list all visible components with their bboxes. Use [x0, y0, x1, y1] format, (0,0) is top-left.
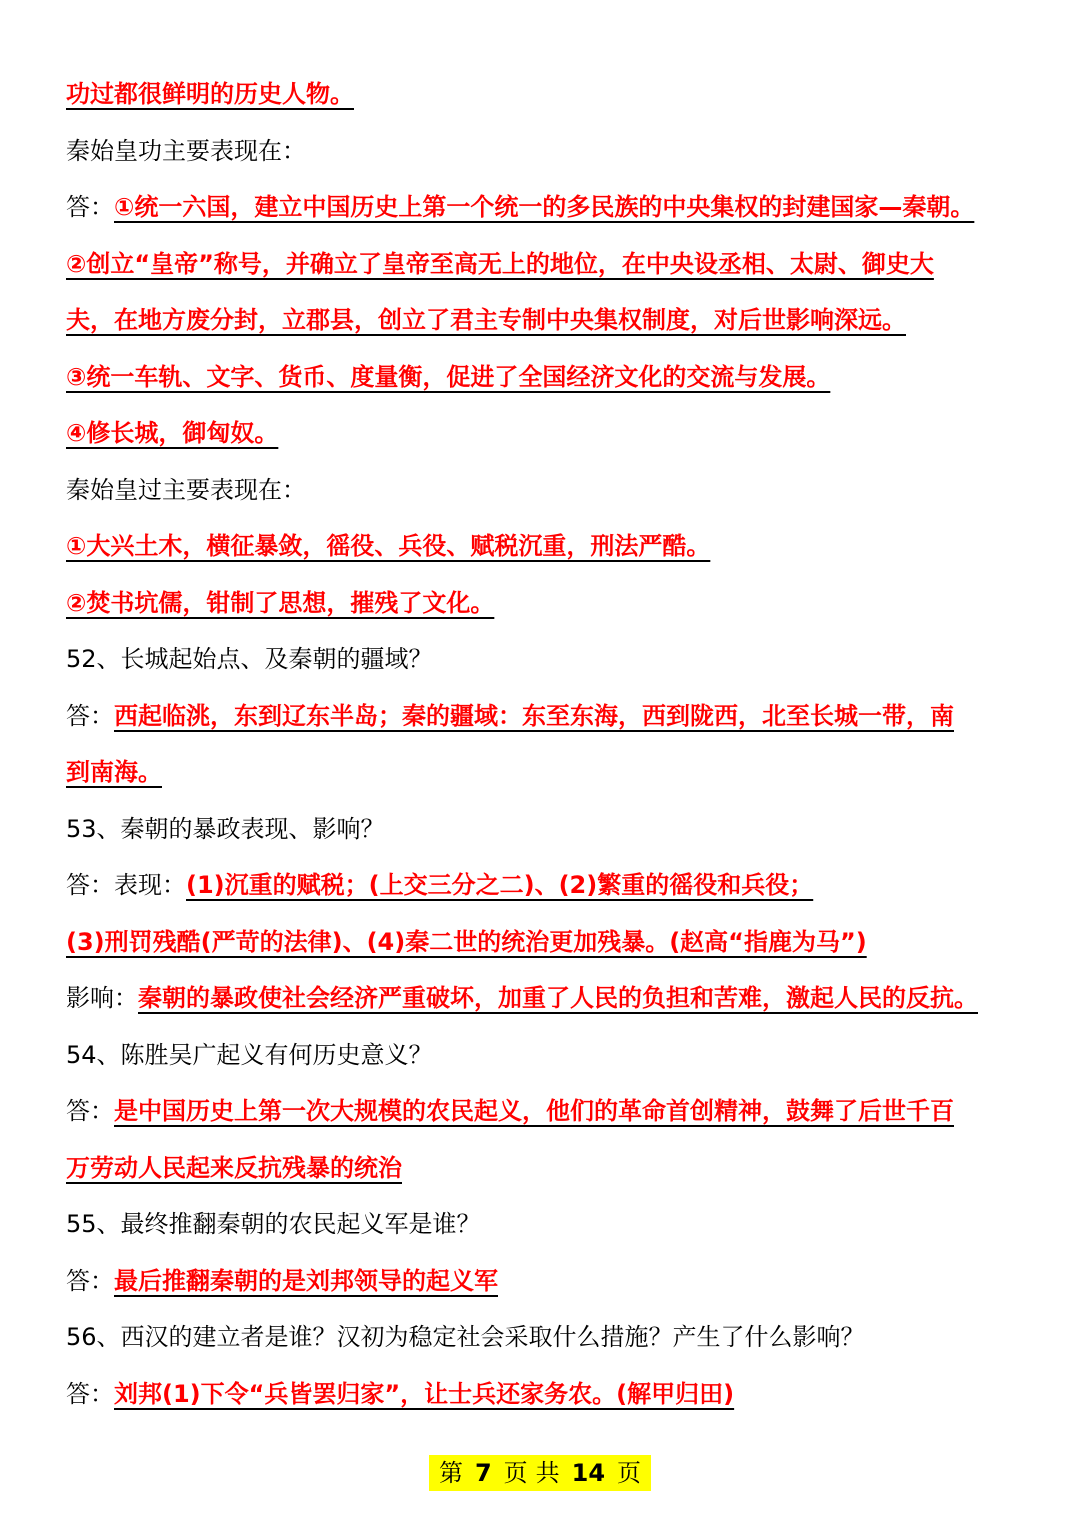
answer-text: ③统一车轨、文字、货币、度量衡，促进了全国经济文化的交流与发展。 [66, 362, 831, 391]
answer-text: 秦朝的暴政使社会经济严重破坏，加重了人民的负担和苦难，激起人民的反抗。 [138, 984, 978, 1012]
text-line [66, 1261, 1026, 1318]
text-line [66, 1091, 1026, 1148]
text-line [66, 865, 1026, 922]
line-prefix: 答： [66, 1097, 114, 1125]
answer-text: 夫，在地方废分封，立郡县，创立了君主专制中央集权制度，对后世影响深远。 [66, 306, 906, 334]
text-line [66, 752, 1026, 809]
answer-text: (3)刑罚残酷(严苛的法律)、(4)秦二世的统治更加残暴。(赵高“指鹿为马”) [66, 927, 867, 956]
text-line [66, 244, 1026, 301]
answer-text: ②创立“皇帝”称号，并确立了皇帝至高无上的地位，在中央设丞相、太尉、御史大 [66, 249, 934, 278]
text-line [66, 1148, 1026, 1205]
page-footer [0, 1455, 1080, 1491]
line-prefix: 答： [66, 193, 114, 221]
answer-text: 刘邦(1)下令“兵皆罢归家”，让士兵还家务农。(解甲归田) [114, 1379, 735, 1408]
text-line [66, 1204, 1026, 1261]
text-line [66, 639, 1026, 696]
line-prefix: 56、西汉的建立者是谁？汉初为稳定社会采取什么措施？产生了什么影响？ [66, 1323, 865, 1351]
footer-di: 第 [438, 1459, 463, 1487]
answer-text: 最后推翻秦朝的是刘邦领导的起义军 [114, 1266, 498, 1295]
text-line [66, 1035, 1026, 1092]
footer-ye-end: 页 [617, 1459, 642, 1487]
answer-text: 到南海。 [66, 758, 162, 786]
answer-text: ②焚书坑儒，钳制了思想，摧残了文化。 [66, 588, 495, 617]
current-page-number: 7 [474, 1459, 492, 1487]
text-line [66, 357, 1026, 414]
text-line [66, 300, 1026, 357]
line-prefix: 答： [66, 1379, 114, 1408]
footer-gong: 共 [535, 1459, 560, 1487]
line-prefix: 秦始皇过主要表现在： [66, 475, 306, 504]
line-prefix: 52、长城起始点、及秦朝的疆域？ [66, 645, 433, 673]
answer-text: ④修长城，御匈奴。 [66, 419, 279, 447]
text-line [66, 978, 1026, 1035]
text-line [66, 470, 1026, 527]
line-prefix: 答： [66, 701, 114, 730]
text-line [66, 74, 1026, 131]
text-line [66, 187, 1026, 244]
answer-text: ①统一六国，建立中国历史上第一个统一的多民族的中央集权的封建国家—秦朝。 [114, 193, 975, 221]
text-line [66, 526, 1026, 583]
answer-text: 万劳动人民起来反抗残暴的统治 [66, 1153, 402, 1182]
line-prefix: 秦始皇功主要表现在： [66, 136, 306, 165]
text-line [66, 922, 1026, 979]
answer-text: (1)沉重的赋税；(上交三分之二)、(2)繁重的徭役和兵役； [186, 871, 814, 899]
document-page [66, 74, 1026, 1430]
text-line [66, 696, 1026, 753]
text-line [66, 1374, 1026, 1431]
total-page-number: 14 [571, 1459, 606, 1487]
text-line [66, 583, 1026, 640]
line-prefix: 影响： [66, 984, 138, 1012]
text-line [66, 413, 1026, 470]
text-line [66, 809, 1026, 866]
answer-text: ①大兴土木，横征暴敛，徭役、兵役、赋税沉重，刑法严酷。 [66, 532, 711, 560]
text-line [66, 1317, 1026, 1374]
line-prefix: 答：表现： [66, 871, 186, 899]
answer-text: 功过都很鲜明的历史人物。 [66, 80, 354, 108]
line-prefix: 53、秦朝的暴政表现、影响？ [66, 814, 385, 843]
line-prefix: 55、最终推翻秦朝的农民起义军是谁？ [66, 1210, 481, 1238]
line-prefix: 54、陈胜吴广起义有何历史意义？ [66, 1040, 433, 1069]
answer-text: 是中国历史上第一次大规模的农民起义，他们的革命首创精神，鼓舞了后世千百 [114, 1097, 954, 1125]
text-line [66, 131, 1026, 188]
line-prefix: 答： [66, 1266, 114, 1295]
footer-ye: 页 [503, 1459, 528, 1487]
answer-text: 西起临洮，东到辽东半岛；秦的疆域：东至东海，西到陇西，北至长城一带，南 [114, 701, 954, 730]
page-number-highlight [429, 1455, 651, 1491]
